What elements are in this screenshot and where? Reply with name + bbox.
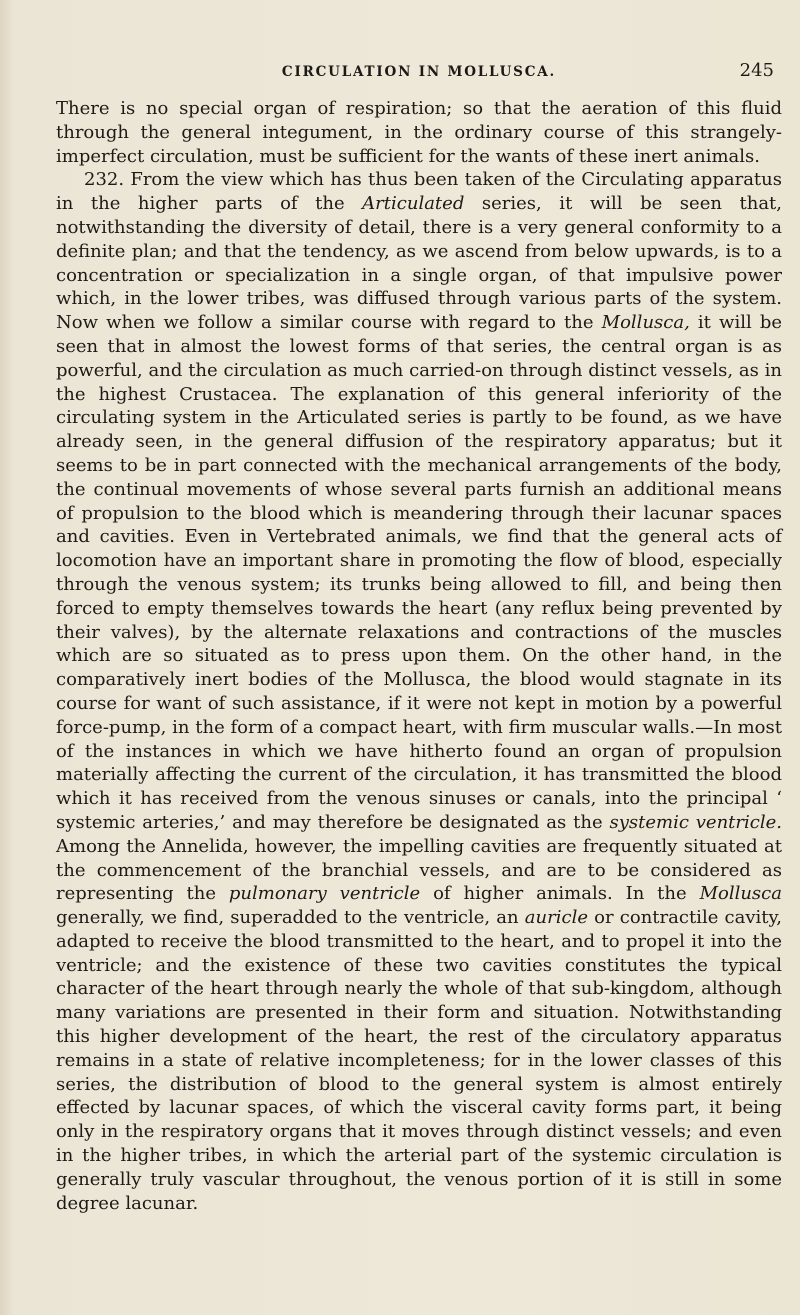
running-head: CIRCULATION IN MOLLUSCA. — [281, 64, 557, 80]
italic-term-mollusca-2: Mollusca — [699, 883, 782, 905]
page-header — [56, 60, 782, 86]
italic-term-auricle: auricle — [524, 907, 588, 929]
text-run: of higher animals. In the — [420, 883, 700, 905]
section-number: 232. — [84, 169, 125, 191]
text-run: Among the Annelida, however, the impelling cavities are frequently situated at the commencement of the branchial vessels, and are to be considered as representing the — [56, 835, 782, 905]
paragraph-1: There is no special organ of respiration; so that the aeration of this fluid through the general integument, in the ordinary course of this strangely-imperfect circulation, must be sufficient for the wants of these inert animals. — [56, 98, 782, 167]
text-run: series, it will be seen that, notwithstanding the diversity of detail, there is a very general conformity to a definite plan; and that the tendency, as we ascend from below upwards, is to a concentration or specialization in a single organ, of that impulsive power which, in the lower tribes, was diffused through various parts of the system. Now when we follow a similar course with regard to the — [56, 193, 783, 334]
body-text — [56, 97, 782, 1215]
text-run: it will be seen that in almost the lowest forms of that series, the central organ is as powerful, and the circulation as much carried-on through distinct vessels, as in the highest Crustacea. The explanation of this general inferiority of the circulating system in the Articulated series is partly to be found, as we have already seen, in the general diffusion of the respiratory apparatus; but it seems to be in part connected with the mechanical arrangements of the body, the continual movements of whose several parts furnish an additional means of propulsion to the blood which is meandering through their lacunar spaces and cavities. Even in Vertebrated animals, we find that the general acts of locomotion have an important share in promoting the flow of blood, especially through the venous system; its trunks being allowed to fill, and being then forced to empty themselves towards the heart (any reflux being prevented by their valves), by the alternate relaxations and contractions of the muscles which are so situated as to press upon them. On the other hand, in the comparatively inert bodies of the Mollusca, the blood would stagnate in its course for want of such assistance, if it were not kept in motion by a powerful force-pump, in the form of a compact heart, with firm muscular walls.—In most of the instances in which we have hitherto found an organ of propulsion materially affecting the current of the circulation, it has transmitted the blood which it has received from the venous sinuses or canals, into the principal ‘ systemic arteries,’ and may therefore be designated as the — [56, 312, 782, 833]
italic-term-mollusca: Mollusca, — [601, 312, 690, 334]
text-run: generally, we find, superadded to the ventricle, an — [56, 907, 525, 929]
page-number: 245 — [739, 60, 774, 81]
italic-term-systemic-ventricle: systemic ventricle. — [609, 811, 782, 833]
text-run: or contractile cavity, adapted to receive the blood transmitted to the heart, and to propel it into the ventricle; and the existence of these two cavities constitutes the typical character of the heart through nearly the whole of that sub-kingdom, although many variations are presented in their form and situation. Notwithstanding this higher development of the heart, the rest of the circulatory apparatus remains in a state of relative incompleteness; for in the lower classes of this series, the distribution of blood to the general system is almost entirely effected by lacunar spaces, of which the visceral cavity forms part, it being only in the respiratory organs that it moves through distinct vessels; and even in the higher tribes, in which the arterial part of the systemic circulation is generally truly vascular throughout, the venous portion of it is still in some degree lacunar. — [56, 907, 783, 1214]
paragraph-232 — [56, 168, 782, 1215]
italic-term-articulated: Articulated — [362, 193, 465, 215]
text-run: From the view which has thus been taken of the Circulating apparatus in the higher parts of the — [56, 169, 782, 215]
italic-term-pulmonary-ventricle: pulmonary ventricle — [228, 883, 421, 905]
